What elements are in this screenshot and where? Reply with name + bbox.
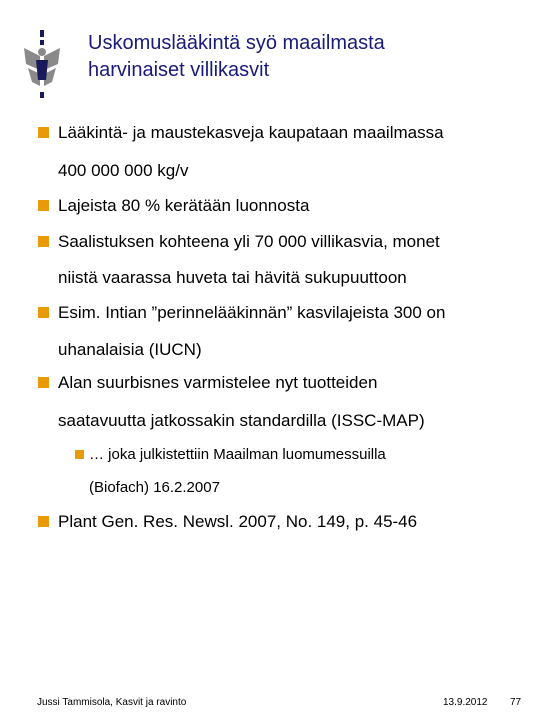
bullet-square-icon xyxy=(38,236,49,247)
title-line-2: harvinaiset villikasvit xyxy=(88,59,270,81)
sub-bullet-line-1: … joka julkistettiin Maailman luomumessuilla xyxy=(89,446,386,463)
bullet-5-line-1: Alan suurbisnes varmistelee nyt tuotteiden xyxy=(58,373,378,392)
bullet-2-line-1: Lajeista 80 % kerätään luonnosta xyxy=(58,196,310,215)
bullet-square-icon xyxy=(38,200,49,211)
reference-bullet: Plant Gen. Res. Newsl. 2007, No. 149, p. 45-46 xyxy=(58,512,418,531)
footer-date: 13.9.2012 xyxy=(443,697,488,708)
bullet-3-line-2: niistä vaarassa huveta tai hävitä sukupuuttoon xyxy=(58,268,407,287)
sub-bullet-line-2: (Biofach) 16.2.2007 xyxy=(89,479,220,496)
bullet-4-line-1: Esim. Intian ”perinnelääkinnän” kasvilajeista 300 on xyxy=(58,303,446,322)
title-line-1: Uskomuslääkintä syö maailmasta xyxy=(88,32,385,54)
bullet-1-line-1: Lääkintä- ja maustekasveja kaupataan maailmassa xyxy=(58,123,444,142)
bullet-square-icon xyxy=(38,307,49,318)
bullet-4-line-2: uhanalaisia (IUCN) xyxy=(58,340,202,359)
bullet-5-line-2: saatavuutta jatkossakin standardilla (ISSC-MAP) xyxy=(58,411,425,430)
footer-author: Jussi Tammisola, Kasvit ja ravinto xyxy=(37,697,187,708)
bullet-1-line-2: 400 000 000 kg/v xyxy=(58,161,189,180)
footer-page-number: 77 xyxy=(510,697,522,708)
sub-bullet-square-icon xyxy=(75,450,84,459)
bullet-3-line-1: Saalistuksen kohteena yli 70 000 villikasvia, monet xyxy=(58,232,440,251)
bullet-square-icon xyxy=(38,127,49,138)
bullet-square-icon xyxy=(38,516,49,527)
bullet-square-icon xyxy=(38,377,49,388)
